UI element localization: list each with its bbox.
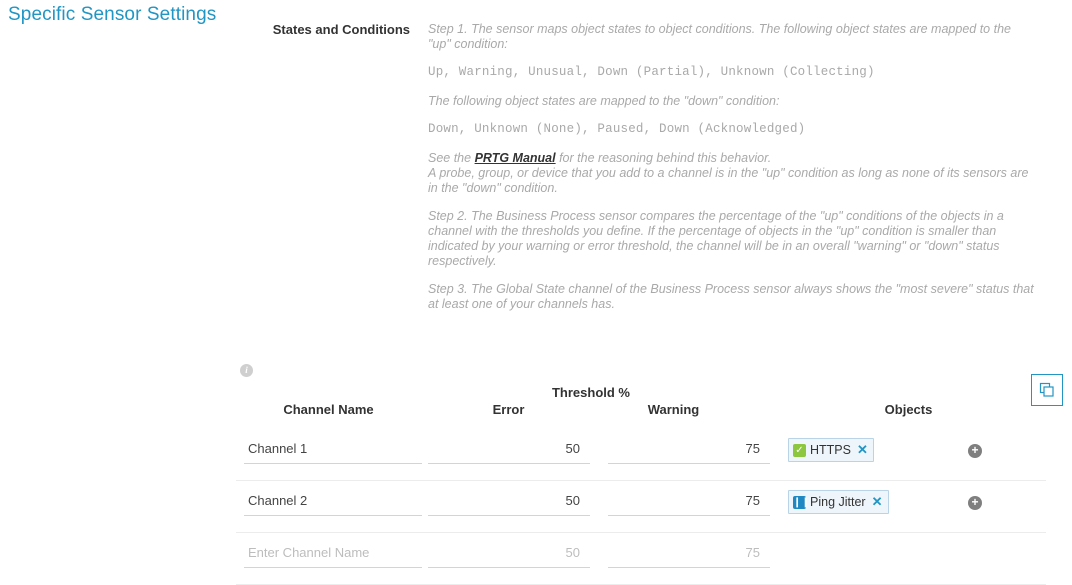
status-up-icon: ✓ <box>793 444 806 457</box>
help-down-states: Down, Unknown (None), Paused, Down (Acknowledged) <box>428 122 806 136</box>
prtg-manual-link[interactable]: PRTG Manual <box>474 151 556 165</box>
add-object-button[interactable]: + <box>968 444 982 458</box>
help-step3: Step 3. The Global State channel of the Business Process sensor always shows the "most severe" status that at least one of your channels has. <box>428 282 1034 311</box>
header-channel-name: Channel Name <box>283 402 374 417</box>
object-chip[interactable] <box>788 490 889 514</box>
page-title: Specific Sensor Settings <box>8 4 217 25</box>
help-down-intro: The following object states are mapped to the "down" condition: <box>428 94 780 108</box>
table-row <box>236 480 1046 533</box>
header-warning: Warning <box>647 402 700 417</box>
header-error: Error <box>492 402 525 417</box>
table-header <box>236 382 1046 422</box>
help-step2: Step 2. The Business Process sensor compares the percentage of the "up" conditions of the objects in a channel with the thresholds you define. If the percentage of objects in the "up" condition is smaller than indicated by your warning or error threshold, the channel will be in an overall "warning" or "down" status respectively. <box>428 209 1004 268</box>
new-channel-name-input[interactable] <box>244 542 422 568</box>
states-and-conditions-label: States and Conditions <box>272 22 410 37</box>
add-object-button[interactable]: + <box>968 496 982 510</box>
remove-object-icon[interactable]: ✕ <box>871 494 883 509</box>
channel-name-input[interactable] <box>244 490 422 516</box>
help-manual-prefix: See the <box>428 151 475 165</box>
object-chip[interactable] <box>788 438 874 462</box>
new-warning-threshold-input[interactable] <box>608 542 770 568</box>
help-manual-note-line2: in the "down" condition. <box>428 181 558 195</box>
help-manual-suffix: for the reasoning behind this behavior. <box>555 151 772 165</box>
channel-name-input[interactable] <box>244 438 422 464</box>
header-objects: Objects <box>884 402 933 417</box>
help-manual-note <box>428 151 1044 196</box>
new-error-threshold-input[interactable] <box>428 542 590 568</box>
error-threshold-input[interactable] <box>428 438 590 464</box>
table-row-new <box>236 532 1046 585</box>
states-and-conditions-help <box>428 22 1044 325</box>
status-paused-icon: ❙❙ <box>793 496 810 508</box>
object-chip-label: Ping Jitter <box>810 495 866 509</box>
remove-object-icon[interactable]: ✕ <box>856 442 868 457</box>
help-step1-intro <box>428 22 1044 52</box>
error-threshold-input[interactable] <box>428 490 590 516</box>
help-step1-line1: Step 1. The sensor maps object states to object conditions. The following object states are mapped to the <box>428 22 1011 36</box>
help-up-states: Up, Warning, Unusual, Down (Partial), Unknown (Collecting) <box>428 65 875 79</box>
header-threshold: Threshold % <box>551 385 630 400</box>
warning-threshold-input[interactable] <box>608 438 770 464</box>
info-icon[interactable]: i <box>240 364 253 377</box>
table-row <box>236 428 1046 481</box>
warning-threshold-input[interactable] <box>608 490 770 516</box>
help-manual-note-line1: A probe, group, or device that you add to a channel is in the "up" condition as long as none of its sensors are <box>428 166 1029 180</box>
object-chip-label: HTTPS <box>810 443 851 457</box>
help-step1-line2: "up" condition: <box>428 37 508 51</box>
